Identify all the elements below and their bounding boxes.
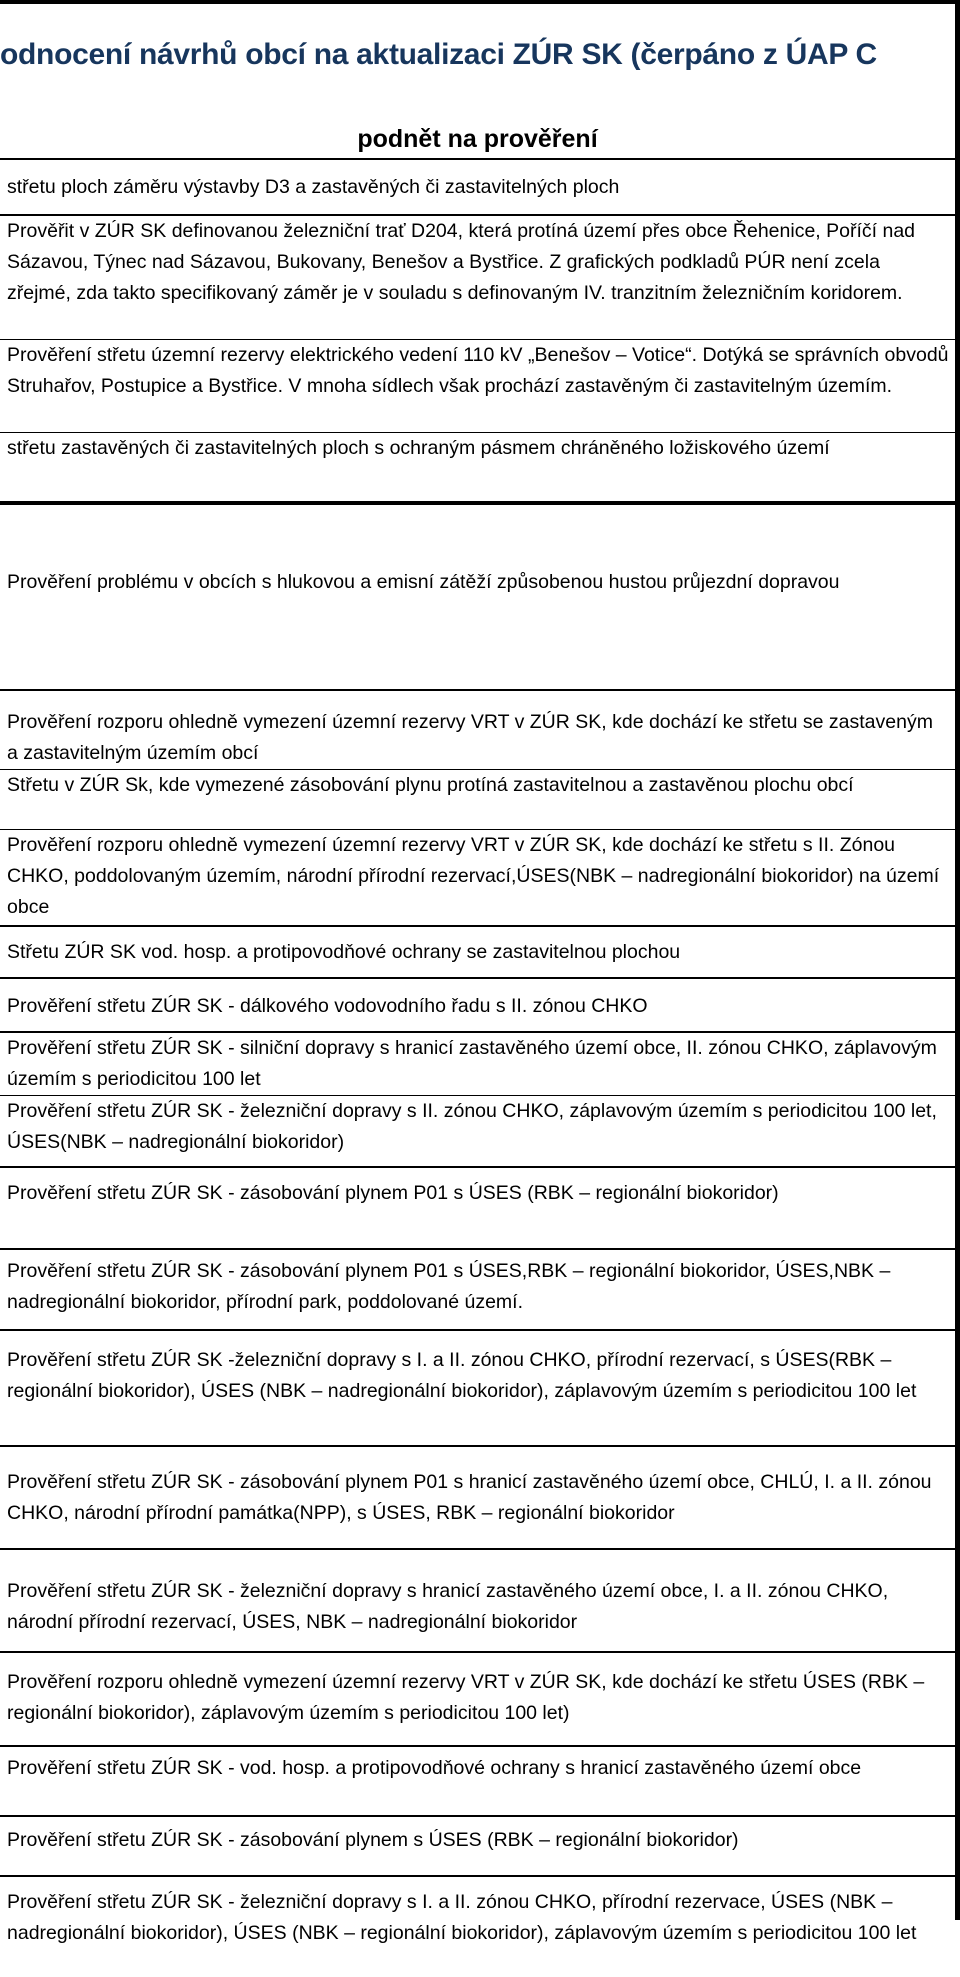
- table-row: [0, 1250, 955, 1331]
- table-row: [0, 1550, 955, 1653]
- table-row: [0, 979, 955, 1033]
- table-cell: střetu zastavěných či zastavitelných ploch s ochraným pásmem chráněného ložiskového území: [7, 437, 830, 459]
- table-row: [0, 1096, 955, 1168]
- table-row: [0, 927, 955, 979]
- right-border: [955, 0, 960, 1920]
- table-cell: Prověření střetu ZÚR SK - zásobování plynem P01 s ÚSES,RBK – regionální biokoridor, ÚSES,NBK – nadregionální biokoridor, přírodní park, poddolované území.: [7, 1260, 891, 1313]
- table-cell: Prověření střetu ZÚR SK - vod. hosp. a protipovodňové ochrany s hranicí zastavěného území obce: [7, 1757, 862, 1779]
- table-row: [0, 340, 955, 433]
- table-cell: Střetu v ZÚR Sk, kde vymezené zásobování plynu protíná zastavitelnou a zastavěnou plochu obcí: [7, 774, 854, 796]
- table-cell: Prověření střetu ZÚR SK - silniční dopravy s hranicí zastavěného území obce, II. zónou CHKO, záplavovým územím s periodicitou 100 let: [7, 1037, 937, 1090]
- table-cell: Prověření střetu ZÚR SK - železniční dopravy s I. a II. zónou CHKO, přírodní rezervace, ÚSES (NBK – nadregionální biokoridor), ÚSES (NBK – regionální biokoridor), záplavovým územím s periodicitou 100 let: [7, 1891, 917, 1944]
- table-row: [0, 1817, 955, 1877]
- column-header: podnět na prověření: [0, 118, 955, 160]
- page-title: odnocení návrhů obcí na aktualizaci ZÚR SK (čerpáno z ÚAP C: [0, 38, 877, 71]
- table-cell: střetu ploch záměru výstavby D3 a zastavěných či zastavitelných ploch: [7, 176, 620, 198]
- table-cell: Prověření střetu ZÚR SK - zásobování plynem P01 s hranicí zastavěného území obce, CHLÚ, I. a II. zónou CHKO, národní přírodní památka(NPP), s ÚSES, RBK – regionální biokoridor: [7, 1471, 932, 1524]
- table-cell: Prověření problému v obcích s hlukovou a emisní zátěží způsobenou hustou průjezdní dopravou: [7, 571, 840, 593]
- table-row: [0, 160, 955, 216]
- table-cell: Prověření střetu ZÚR SK - zásobování plynem s ÚSES (RBK – regionální biokoridor): [7, 1829, 739, 1851]
- table-row: [0, 1331, 955, 1447]
- table-cell: Prověření střetu ZÚR SK - železniční dopravy s hranicí zastavěného území obce, I. a II. zónou CHKO, národní přírodní rezervací, ÚSES, NBK – nadregionální biokoridor: [7, 1580, 889, 1633]
- table-row: [0, 1747, 955, 1817]
- table-row: [0, 1877, 955, 1977]
- table-row: [0, 830, 955, 927]
- table-cell: Prověření střetu územní rezervy elektrického vedení 110 kV „Benešov – Votice“. Dotýká se správních obvodů Struhařov, Postupice a Bystřice. V mnoha sídlech však prochází zastavěným či zastavitelným územím.: [7, 344, 949, 397]
- top-border: [0, 0, 956, 4]
- table-cell: Prověření střetu ZÚR SK - dálkového vodovodního řadu s II. zónou CHKO: [7, 995, 648, 1017]
- table-row: [0, 216, 955, 340]
- table-cell: Prověřit v ZÚR SK definovanou železniční trať D204, která protíná území přes obce Řehenice, Poříčí nad Sázavou, Týnec nad Sázavou, Bukovany, Benešov a Bystřice. Z grafických podkladů PÚR není zcela zřejmé, zda takto specifikovaný záměr je v souladu s definovaným IV. tranzitním železničním koridorem.: [7, 220, 916, 304]
- table-row: [0, 770, 955, 830]
- table-row: [0, 1168, 955, 1250]
- table-cell: Prověření rozporu ohledně vymezení územní rezervy VRT v ZÚR SK, kde dochází ke střetu s II. Zónou CHKO, poddolovaným územím, národní přírodní rezervací,ÚSES(NBK – nadregionální biokoridor) na území obce: [7, 834, 940, 918]
- table-row: [0, 1653, 955, 1747]
- table-cell: Prověření rozporu ohledně vymezení územní rezervy VRT v ZÚR SK, kde dochází ke střetu se zastaveným a zastavitelným územím obcí: [7, 711, 933, 764]
- table-row: [0, 1033, 955, 1096]
- proposal-table: [0, 118, 955, 1977]
- table-cell: Prověření střetu ZÚR SK - železniční dopravy s II. zónou CHKO, záplavovým územím s periodicitou 100 let, ÚSES(NBK – nadregionální biokoridor): [7, 1100, 937, 1153]
- table-cell: Prověření střetu ZÚR SK - zásobování plynem P01 s ÚSES (RBK – regionální biokoridor): [7, 1182, 779, 1204]
- table-row: [0, 1447, 955, 1550]
- table-row: [0, 505, 955, 691]
- table-cell: Střetu ZÚR SK vod. hosp. a protipovodňové ochrany se zastavitelnou plochou: [7, 941, 681, 963]
- table-row: [0, 433, 955, 505]
- table-cell: Prověření střetu ZÚR SK -železniční dopravy s I. a II. zónou CHKO, přírodní rezervací, s ÚSES(RBK – regionální biokoridor), ÚSES (NBK – nadregionální biokoridor), záplavovým územím s periodicitou 100 let: [7, 1349, 917, 1402]
- table-row: [0, 691, 955, 770]
- table-cell: Prověření rozporu ohledně vymezení územní rezervy VRT v ZÚR SK, kde dochází ke střetu ÚSES (RBK – regionální biokoridor), záplavovým územím s periodicitou 100 let): [7, 1671, 925, 1724]
